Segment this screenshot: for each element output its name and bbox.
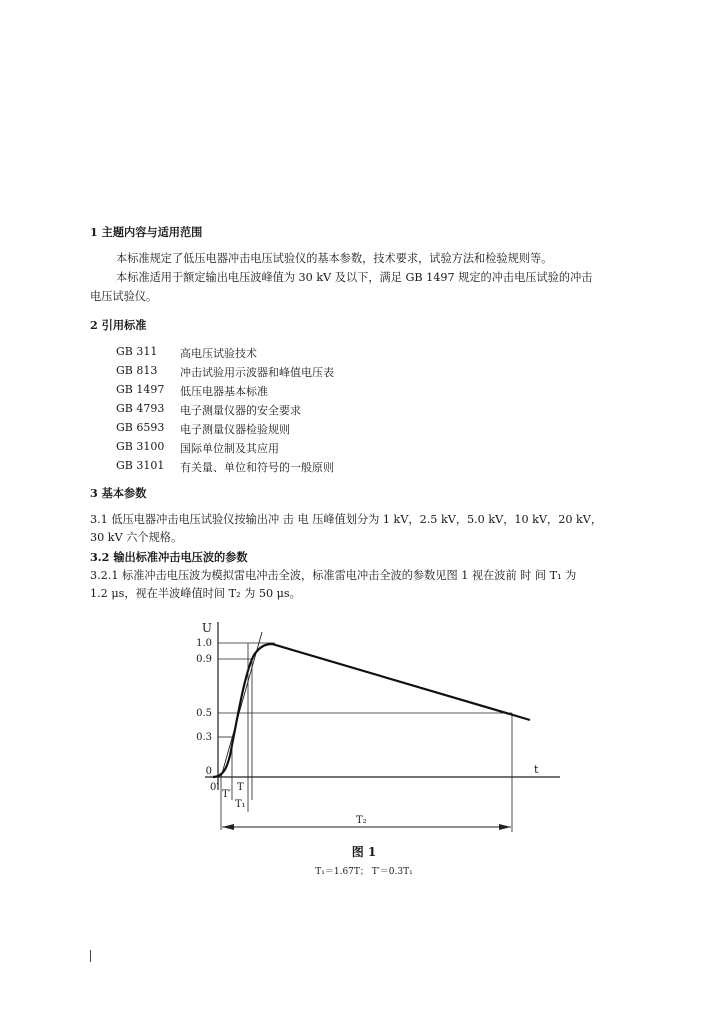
reference-title: 低压电器基本标准 xyxy=(180,385,268,398)
figure-formula: T₁＝1.67T； T′＝0.3T₁ xyxy=(315,867,413,877)
reference-title: 电子测量仪器的安全要求 xyxy=(180,404,301,417)
clause-3-1-line-2: 30 kV 六个规格。 xyxy=(90,531,183,544)
clause-3-2-1-line-1: 3.2.1 标准冲击电压波为模拟雷电冲击全波，标准雷电冲击全波的参数见图 1 视在波前 时 间 T₁ 为 xyxy=(90,569,577,582)
reference-title: 冲击试验用示波器和峰值电压表 xyxy=(180,366,334,379)
reference-title: 电子测量仪器检验规则 xyxy=(180,423,290,436)
section-1-paragraph-1: 本标准规定了低压电器冲击电压试验仪的基本参数，技术要求，试验方法和检验规则等。 xyxy=(116,252,553,265)
y-tick-label: 0 xyxy=(205,766,212,777)
section-1-paragraph-2-line-1: 本标准适用于额定输出电压波峰值为 30 kV 及以下，满足 GB 1497 规定的冲击电压试验的冲击 xyxy=(116,271,593,284)
reference-code: GB 311 xyxy=(116,345,158,358)
reference-code: GB 1497 xyxy=(116,383,165,396)
impulse-waveform-curve xyxy=(213,644,530,777)
y-tick-label: 1.0 xyxy=(196,638,212,649)
x-axis-label: t xyxy=(534,763,539,776)
label-T: T xyxy=(237,782,244,793)
reference-title: 高电压试验技术 xyxy=(180,347,257,360)
reference-title: 有关量、单位和符号的一般原则 xyxy=(180,461,334,474)
reference-code: GB 3101 xyxy=(116,459,165,472)
reference-title: 国际单位制及其应用 xyxy=(180,442,279,455)
y-tick-label: 0.3 xyxy=(196,732,212,743)
section-2-heading: 2 引用标准 xyxy=(90,318,147,332)
figure-caption: 图 1 xyxy=(351,845,377,859)
clause-3-2-heading: 3.2 输出标准冲击电压波的参数 xyxy=(90,550,248,564)
y-axis-label: U xyxy=(201,621,212,635)
label-T-prime: T′ xyxy=(222,789,231,800)
virtual-origin-label: 0′ xyxy=(210,782,219,793)
reference-code: GB 4793 xyxy=(116,402,165,415)
y-tick-label: 0.9 xyxy=(196,654,212,665)
section-1-heading: 1 主题内容与适用范围 xyxy=(90,225,203,239)
reference-code: GB 6593 xyxy=(116,421,165,434)
t2-arrow-right xyxy=(499,824,511,830)
page-margin-mark xyxy=(90,950,91,962)
label-T2: T₂ xyxy=(356,815,367,826)
label-T1: T₁ xyxy=(235,799,246,810)
section-1-paragraph-2-line-2: 电压试验仪。 xyxy=(90,290,158,303)
section-3-heading: 3 基本参数 xyxy=(90,486,147,500)
reference-code: GB 3100 xyxy=(116,440,165,453)
t2-arrow-left xyxy=(222,824,234,830)
clause-3-1-line-1: 3.1 低压电器冲击电压试验仪按输出冲 击 电 压峰值划分为 1 kV，2.5 kV，5.0 kV，10 kV，20 kV， xyxy=(90,513,603,526)
clause-3-2-1-line-2: 1.2 μs，视在半波峰值时间 T₂ 为 50 μs。 xyxy=(90,587,301,600)
reference-code: GB 813 xyxy=(116,364,158,377)
y-tick-label: 0.5 xyxy=(196,708,212,719)
